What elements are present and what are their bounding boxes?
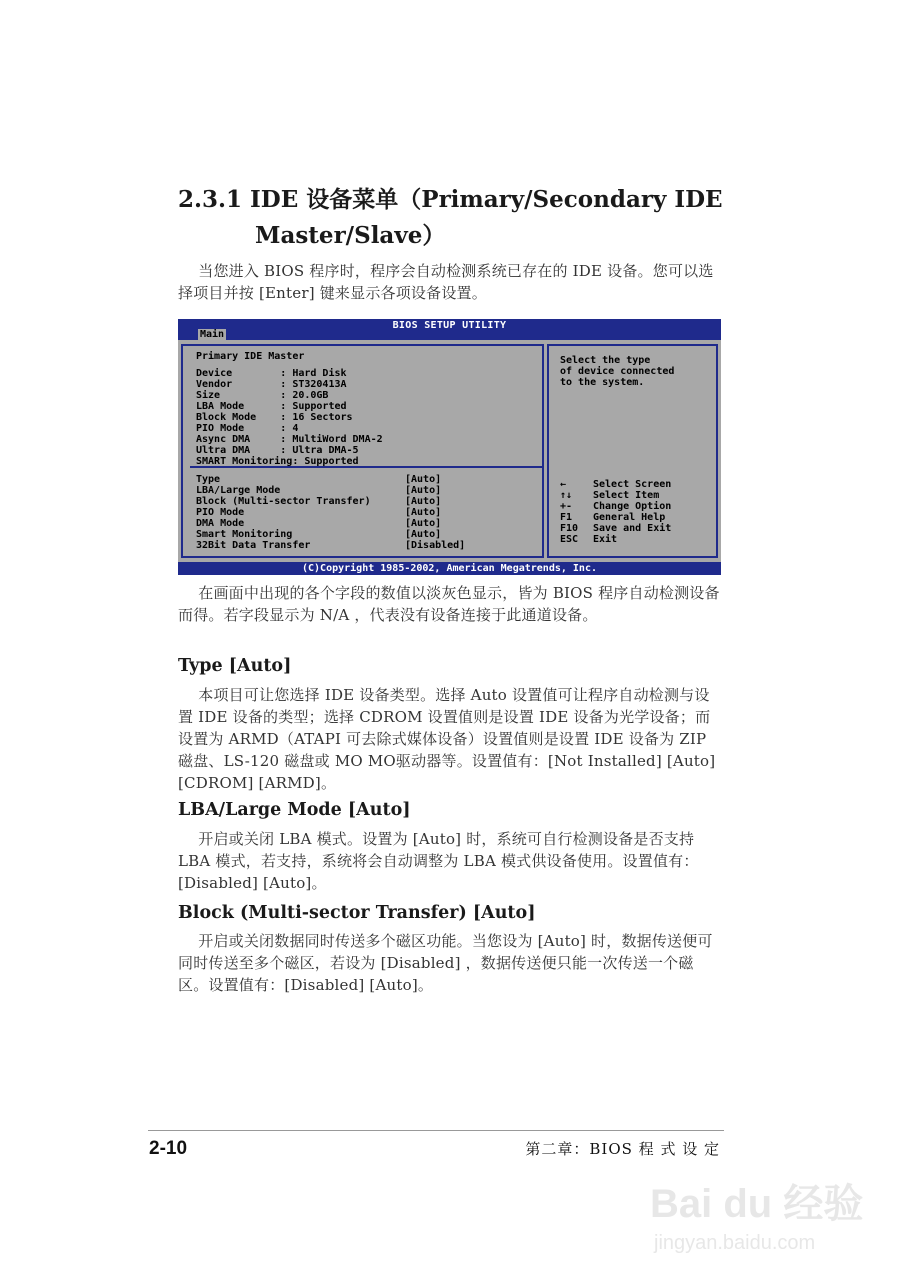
- item-heading-type: Type [Auto]: [178, 656, 292, 676]
- info-line-vendor: Vendor : ST320413A: [196, 379, 347, 390]
- page-number: 2-10: [149, 1138, 188, 1159]
- panel-title: Primary IDE Master: [196, 351, 305, 362]
- setting-value-32bit[interactable]: [Disabled]: [405, 540, 466, 551]
- item-body-lba: 开启或关闭 LBA 模式。设置为 [Auto] 时，系统可自行检测设备是否支持 LBA 模式，若支持，系统将会自动调整为 LBA 模式供设备使用。设置值有：[Disabled] [Auto]。: [178, 830, 699, 892]
- key-f10: F10: [560, 523, 579, 534]
- bios-help-pane: [547, 344, 718, 558]
- key-desc-exit: Exit: [593, 534, 618, 545]
- info-line-lba: LBA Mode : Supported: [196, 401, 347, 412]
- section-title: [178, 182, 738, 254]
- setting-value-block[interactable]: [Auto]: [405, 496, 442, 507]
- item-body-type: 本项目可让您选择 IDE 设备类型。选择 Auto 设置值可让程序自动检测与设置 IDE 设备的类型；选择 CDROM 设置值则是设置 IDE 设备为光学设备；而设置为 ARMD（ATAPI 可去除式媒体设备）设置值则是设置 IDE 设备为 ZIP 磁盘、LS-120 磁盘或 MO MO驱动器等。设置值有：[Not Installed] [Auto] [CDROM] [ARMD]。: [178, 686, 716, 792]
- item-heading-block: Block (Multi-sector Transfer) [Auto]: [178, 903, 536, 923]
- help-line-1: Select the type: [560, 355, 651, 366]
- setting-label-type[interactable]: Type: [196, 474, 221, 485]
- key-desc-select-item: Select Item: [593, 490, 660, 501]
- left-pane-divider: [190, 466, 542, 468]
- info-line-pio: PIO Mode : 4: [196, 423, 299, 434]
- key-f1: F1: [560, 512, 573, 523]
- intro-paragraph: 当您进入 BIOS 程序时，程序会自动检测系统已存在的 IDE 设备。您可以选择项目并按 [Enter] 键来显示各项设备设置。: [178, 262, 714, 302]
- setting-value-lba-large[interactable]: [Auto]: [405, 485, 442, 496]
- up-down-arrow-icon: ↑↓: [560, 490, 573, 501]
- bios-copyright-bar: (C)Copyright 1985-2002, American Megatrends, Inc.: [178, 562, 721, 575]
- setting-label-dma[interactable]: DMA Mode: [196, 518, 245, 529]
- key-desc-change-option: Change Option: [593, 501, 672, 512]
- chapter-label: 第二章：BIOS 程 式 设 定: [525, 1140, 720, 1158]
- setting-value-smart[interactable]: [Auto]: [405, 529, 442, 540]
- info-line-ultra-dma: Ultra DMA : Ultra DMA-5: [196, 445, 359, 456]
- help-line-3: to the system.: [560, 377, 645, 388]
- bios-title-bar: [178, 319, 721, 340]
- info-line-size: Size : 20.0GB: [196, 390, 329, 401]
- info-line-async-dma: Async DMA : MultiWord DMA-2: [196, 434, 383, 445]
- setting-value-dma[interactable]: [Auto]: [405, 518, 442, 529]
- key-desc-general-help: General Help: [593, 512, 666, 523]
- key-desc-save-exit: Save and Exit: [593, 523, 672, 534]
- item-heading-lba: LBA/Large Mode [Auto]: [178, 800, 411, 820]
- key-desc-select-screen: Select Screen: [593, 479, 672, 490]
- baidu-paw-logo: Bai du 经验: [650, 1182, 864, 1226]
- bios-header: BIOS SETUP UTILITY: [392, 320, 507, 331]
- help-line-2: of device connected: [560, 366, 675, 377]
- watermark-url: jingyan.baidu.com: [654, 1232, 816, 1254]
- setting-label-32bit[interactable]: 32Bit Data Transfer: [196, 540, 311, 551]
- key-plus-minus: +-: [560, 501, 573, 512]
- setting-value-type[interactable]: [Auto]: [405, 474, 442, 485]
- item-body-block: 开启或关闭数据同时传送多个磁区功能。当您设为 [Auto] 时，数据传送便可同时传送至多个磁区，若设为 [Disabled] ，数据传送便只能一次传送一个磁区。设置值有：[Disabled] [Auto]。: [178, 932, 713, 994]
- setting-label-pio[interactable]: PIO Mode: [196, 507, 245, 518]
- setting-label-block[interactable]: Block (Multi-sector Transfer): [196, 496, 371, 507]
- section-title-line1: 2.3.1 IDE 设备菜单（Primary/Secondary IDE: [178, 186, 723, 213]
- bios-screenshot: [178, 319, 721, 575]
- left-arrow-icon: ←: [560, 479, 567, 490]
- bios-left-pane: [181, 344, 544, 558]
- info-line-block: Block Mode : 16 Sectors: [196, 412, 353, 423]
- section-title-line2: Master/Slave）: [255, 222, 446, 249]
- info-line-smart: SMART Monitoring: Supported: [196, 456, 359, 467]
- bios-tab-main[interactable]: Main: [200, 329, 225, 340]
- key-esc: ESC: [560, 534, 579, 545]
- info-line-device: Device : Hard Disk: [196, 368, 347, 379]
- baidu-watermark: [640, 1148, 880, 1268]
- footer-rule: [148, 1130, 724, 1131]
- after-screen-paragraph: 在画面中出现的各个字段的数值以淡灰色显示，皆为 BIOS 程序自动检测设备而得。若字段显示为 N/A ，代表没有设备连接于此通道设备。: [178, 584, 720, 624]
- setting-label-lba-large[interactable]: LBA/Large Mode: [196, 485, 281, 496]
- setting-label-smart[interactable]: Smart Monitoring: [196, 529, 293, 540]
- setting-value-pio[interactable]: [Auto]: [405, 507, 442, 518]
